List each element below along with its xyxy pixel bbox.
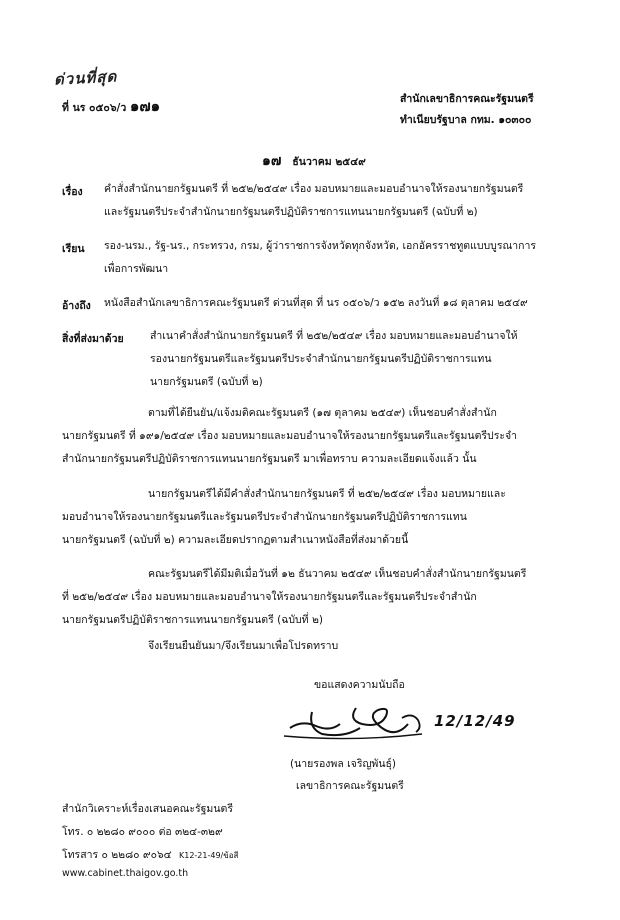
- reference-label: อ้างถึง: [62, 300, 91, 312]
- subject-line: คำสั่งสำนักนายกรัฐมนตรี ที่ ๒๕๒/๒๕๔๙ เรื่อง มอบหมายและมอบอำนาจให้รองนายกรัฐมนตรี: [104, 183, 524, 195]
- letter-date-day: ๑๗: [262, 153, 282, 169]
- reference-line: หนังสือสำนักเลขาธิการคณะรัฐมนตรี ด่วนที่สุด ที่ นร ๐๕๐๖/ว ๑๕๒ ลงวันที่ ๑๘ ตุลาคม ๒๕๔๙: [104, 297, 528, 309]
- handwritten-date: 12/12/49: [434, 712, 516, 730]
- to-line: รอง-นรม., รัฐ-นร., กระทรวง, กรม, ผู้ว่าราชการจังหวัดทุกจังหวัด, เอกอัครราชทูตแบบบูรณาการ: [104, 240, 536, 252]
- letter-date: [262, 150, 366, 172]
- body-paragraph-line: นายกรัฐมนตรีได้มีคำสั่งสำนักนายกรัฐมนตรี ที่ ๒๕๒/๒๕๔๙ เรื่อง มอบหมายและ: [148, 488, 506, 500]
- footer-unit: สำนักวิเคราะห์เรื่องเสนอคณะรัฐมนตรี: [62, 803, 233, 815]
- footer-doc-code: K12-21-49/ข้อสี: [178, 851, 239, 860]
- body-paragraph-line: ที่ ๒๕๒/๒๕๔๙ เรื่อง มอบหมายและมอบอำนาจให้รองนายกรัฐมนตรีและรัฐมนตรีประจำสำนัก: [62, 591, 477, 603]
- enclosure-label: สิ่งที่ส่งมาด้วย: [62, 333, 124, 345]
- subject-line: และรัฐมนตรีประจำสำนักนายกรัฐมนตรีปฏิบัติราชการแทนนายกรัฐมนตรี (ฉบับที่ ๒): [104, 206, 478, 218]
- sender-address: ทำเนียบรัฐบาล กทม. ๑๐๓๐๐: [400, 114, 532, 126]
- to-label: เรียน: [62, 243, 85, 255]
- enclosure-line: สำเนาคำสั่งสำนักนายกรัฐมนตรี ที่ ๒๕๒/๒๕๔๙ เรื่อง มอบหมายและมอบอำนาจให้: [150, 330, 518, 342]
- enclosure-line: รองนายกรัฐมนตรีและรัฐมนตรีประจำสำนักนายกรัฐมนตรีปฏิบัติราชการแทน: [150, 353, 492, 365]
- footer-website-link[interactable]: www.cabinet.thaigov.go.th: [62, 868, 189, 879]
- footer-fax-number: โทรสาร ๐ ๒๒๘๐ ๙๐๖๔: [62, 849, 172, 861]
- footer-fax: [62, 846, 238, 863]
- reference-number: [62, 94, 160, 118]
- urgency-stamp: ด่วนที่สุด: [53, 67, 118, 89]
- reference-number-value: ๑๗๑: [129, 97, 161, 115]
- footer-phone: โทร. ๐ ๒๒๘๐ ๙๐๐๐ ต่อ ๓๒๔-๓๒๙: [62, 826, 223, 838]
- reference-prefix: ที่ นร ๐๕๐๖/ว: [62, 102, 127, 114]
- body-paragraph-line: นายกรัฐมนตรีปฏิบัติราชการแทนนายกรัฐมนตรี (ฉบับที่ ๒): [62, 614, 323, 626]
- body-paragraph-line: สำนักนายกรัฐมนตรีปฏิบัติราชการแทนนายกรัฐมนตรี มาเพื่อทราบ ความละเอียดแจ้งแล้ว นั้น: [62, 453, 477, 465]
- signer-title: เลขาธิการคณะรัฐมนตรี: [296, 780, 404, 792]
- to-line: เพื่อการพัฒนา: [104, 263, 169, 275]
- letter-date-month-year: ธันวาคม ๒๕๔๙: [292, 156, 366, 168]
- body-paragraph-line: นายกรัฐมนตรี (ฉบับที่ ๒) ความละเอียดปรากฏตามสำเนาหนังสือที่ส่งมาด้วยนี้: [62, 534, 409, 546]
- subject-label: เรื่อง: [62, 186, 83, 198]
- body-paragraph-line: ตามที่ได้ยืนยัน/แจ้งมติคณะรัฐมนตรี (๑๗ ตุลาคม ๒๕๔๙) เห็นชอบคำสั่งสำนัก: [148, 407, 497, 419]
- sender-office: สำนักเลขาธิการคณะรัฐมนตรี: [400, 93, 534, 105]
- body-paragraph-line: มอบอำนาจให้รองนายกรัฐมนตรีและรัฐมนตรีประจำสำนักนายกรัฐมนตรีปฏิบัติราชการแทน: [62, 511, 467, 523]
- signer-name: (นายรองพล เจริญพันธุ์): [290, 758, 397, 770]
- body-paragraph-line: จึงเรียนยืนยันมา/จึงเรียนมาเพื่อโปรดทราบ: [148, 640, 339, 652]
- enclosure-line: นายกรัฐมนตรี (ฉบับที่ ๒): [150, 376, 263, 388]
- closing-salutation: ขอแสดงความนับถือ: [314, 679, 405, 691]
- body-paragraph-line: นายกรัฐมนตรี ที่ ๑๙๑/๒๕๔๙ เรื่อง มอบหมายและมอบอำนาจให้รองนายกรัฐมนตรีและรัฐมนตรีประจำ: [62, 430, 518, 442]
- body-paragraph-line: คณะรัฐมนตรีได้มีมติเมื่อวันที่ ๑๒ ธันวาคม ๒๕๔๙ เห็นชอบคำสั่งสำนักนายกรัฐมนตรี: [148, 568, 527, 580]
